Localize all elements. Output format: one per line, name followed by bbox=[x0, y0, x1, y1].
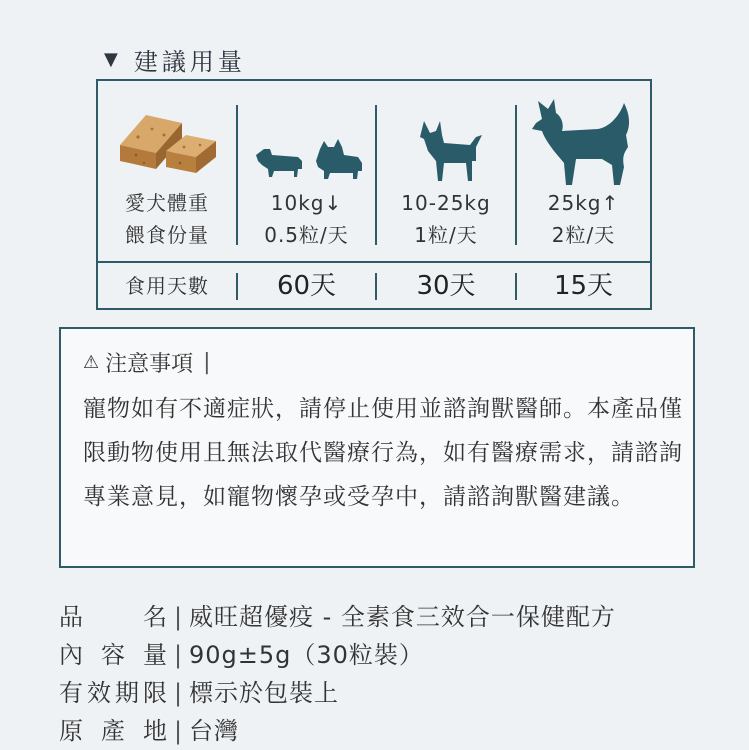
portion-large: 2粒/天 bbox=[551, 223, 616, 247]
spec-label: 內 容 量 bbox=[59, 641, 167, 669]
weight-medium: 10-25kg bbox=[401, 191, 491, 215]
days-large: 15天 bbox=[553, 271, 614, 301]
spec-label: 品 名 bbox=[59, 603, 167, 631]
spec-value: 90g±5g（30粒裝） bbox=[189, 641, 424, 669]
column-large bbox=[517, 187, 650, 251]
spec-label: 原 產 地 bbox=[59, 717, 167, 745]
column-small bbox=[238, 187, 375, 251]
weight-small: 10kg↓ bbox=[270, 191, 343, 215]
notice-box bbox=[59, 327, 695, 568]
dosage-upper bbox=[98, 81, 650, 261]
weight-large: 25kg↑ bbox=[547, 191, 620, 215]
spec-row-expiry bbox=[59, 674, 719, 712]
medium-dog-icon bbox=[414, 117, 486, 185]
spec-row-content bbox=[59, 636, 719, 674]
dosage-table bbox=[96, 79, 652, 310]
spec-separator: | bbox=[173, 717, 183, 745]
small-dogs-icon bbox=[254, 131, 366, 183]
portion-medium: 1粒/天 bbox=[414, 223, 478, 247]
portion-row-label: 餵食份量 bbox=[125, 223, 209, 247]
days-medium: 30天 bbox=[416, 271, 476, 301]
section-title: 建議用量 bbox=[133, 48, 246, 76]
spec-row-origin bbox=[59, 712, 719, 750]
warning-icon: ⚠ bbox=[83, 352, 100, 373]
days-row-label: 食用天數 bbox=[125, 274, 209, 298]
notice-body: 寵物如有不適症狀，請停止使用並諮詢獸醫師。本產品僅限動物使用且無法取代醫療行為，如有醫療需求，請諮詢專業意見，如寵物懷孕或受孕中，請諮詢獸醫建議。 bbox=[83, 396, 683, 510]
title-separator: | bbox=[203, 350, 211, 375]
treat-blocks-icon bbox=[114, 107, 222, 175]
product-specs bbox=[59, 598, 719, 750]
spec-value: 標示於包裝上 bbox=[189, 679, 339, 707]
section-heading bbox=[104, 42, 246, 77]
column-medium bbox=[377, 187, 515, 251]
spec-separator: | bbox=[173, 679, 183, 707]
notice-title bbox=[83, 347, 211, 378]
days-row bbox=[98, 261, 650, 310]
spec-value: 台灣 bbox=[189, 717, 239, 745]
portion-small: 0.5粒/天 bbox=[264, 223, 349, 247]
row-labels bbox=[98, 187, 236, 251]
spec-value: 威旺超優疫 - 全素食三效合一保健配方 bbox=[189, 603, 616, 631]
spec-row-name bbox=[59, 598, 719, 636]
spec-label: 有 效 期 限 bbox=[59, 679, 167, 707]
spec-separator: | bbox=[173, 603, 183, 631]
notice-title-text: 注意事項 bbox=[105, 352, 194, 377]
triangle-down-icon: ▼ bbox=[104, 49, 122, 70]
spec-separator: | bbox=[173, 641, 183, 669]
weight-row-label: 愛犬體重 bbox=[125, 191, 209, 215]
days-small: 60天 bbox=[276, 271, 337, 301]
large-dog-icon bbox=[528, 93, 640, 189]
